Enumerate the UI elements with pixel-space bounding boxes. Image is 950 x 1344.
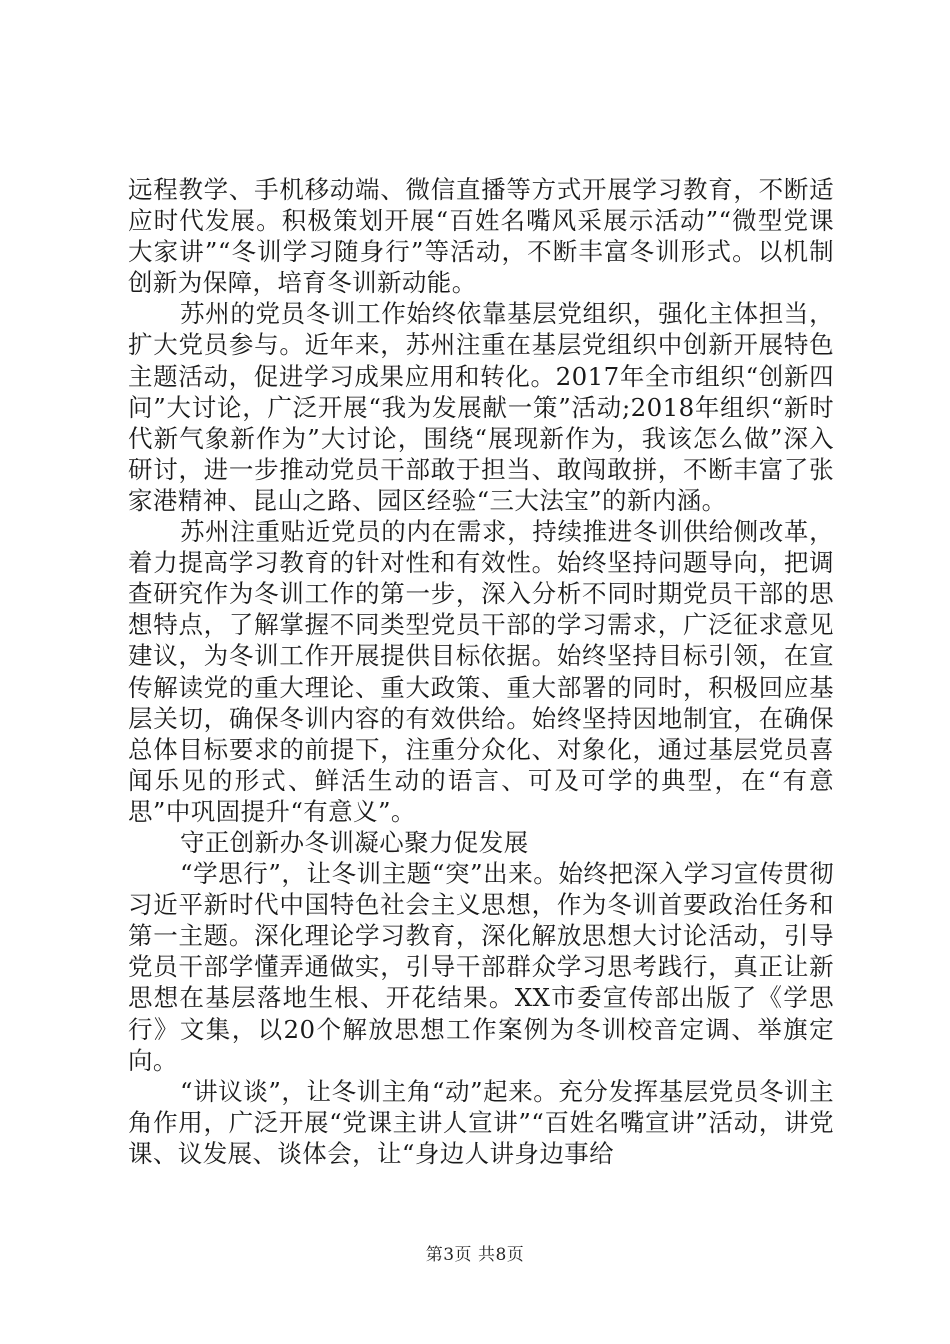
document-body xyxy=(128,174,834,1169)
paragraph-4: “学思行”，让冬训主题“突”出来。始终把深入学习宣传贯彻习近平新时代中国特色社会主义思想，作为冬训首要政治任务和第一主题。深化理论学习教育，深化解放思想大讨论活动，引导党员干部学懂弄通做实，引导干部群众学习思考践行，真正让新思想在基层落地生根、开花结果。XX市委宣传部出版了《学思行》文集，以20个解放思想工作案例为冬训校音定调、举旗定向。 xyxy=(128,859,834,1075)
section-heading: 守正创新办冬训凝心聚力促发展 xyxy=(180,827,529,857)
page-number: 第3页 共8页 xyxy=(425,1245,525,1265)
paragraph-2: 苏州的党员冬训工作始终依靠基层党组织，强化主体担当，扩大党员参与。近年来，苏州注重在基层党组织中创新开展特色主题活动，促进学习成果应用和转化。2017年全市组织“创新四问”大讨论，广泛开展“我为发展献一策”活动;2018年组织“新时代新气象新作为”大讨论，围绕“展现新作为，我该怎么做”深入研讨，进一步推动党员干部敢于担当、敢闯敢拼，不断丰富了张家港精神、昆山之路、园区经验“三大法宝”的新内涵。 xyxy=(128,299,834,515)
paragraph-3: 苏州注重贴近党员的内在需求，持续推进冬训供给侧改革，着力提高学习教育的针对性和有效性。始终坚持问题导向，把调查研究作为冬训工作的第一步，深入分析不同时期党员干部的思想特点，了解掌握不同类型党员干部的学习需求，广泛征求意见建议，为冬训工作开展提供目标依据。始终坚持目标引领，在宣传解读党的重大理论、重大政策、重大部署的同时，积极回应基层关切，确保冬训内容的有效供给。始终坚持因地制宜，在确保总体目标要求的前提下，注重分众化、对象化，通过基层党员喜闻乐见的形式、鲜活生动的语言、可及可学的典型，在“有意思”中巩固提升“有意义”。 xyxy=(128,517,834,826)
paragraph-5: “讲议谈”，让冬训主角“动”起来。充分发挥基层党员冬训主角作用，广泛开展“党课主讲人宣讲”“百姓名嘴宣讲”活动，讲党课、议发展、谈体会，让“身边人讲身边事给 xyxy=(128,1076,834,1168)
paragraph-1: 远程教学、手机移动端、微信直播等方式开展学习教育，不断适应时代发展。积极策划开展“百姓名嘴风采展示活动”“微型党课大家讲”“冬训学习随身行”等活动，不断丰富冬训形式。以机制创新为保障，培育冬训新动能。 xyxy=(128,175,834,298)
